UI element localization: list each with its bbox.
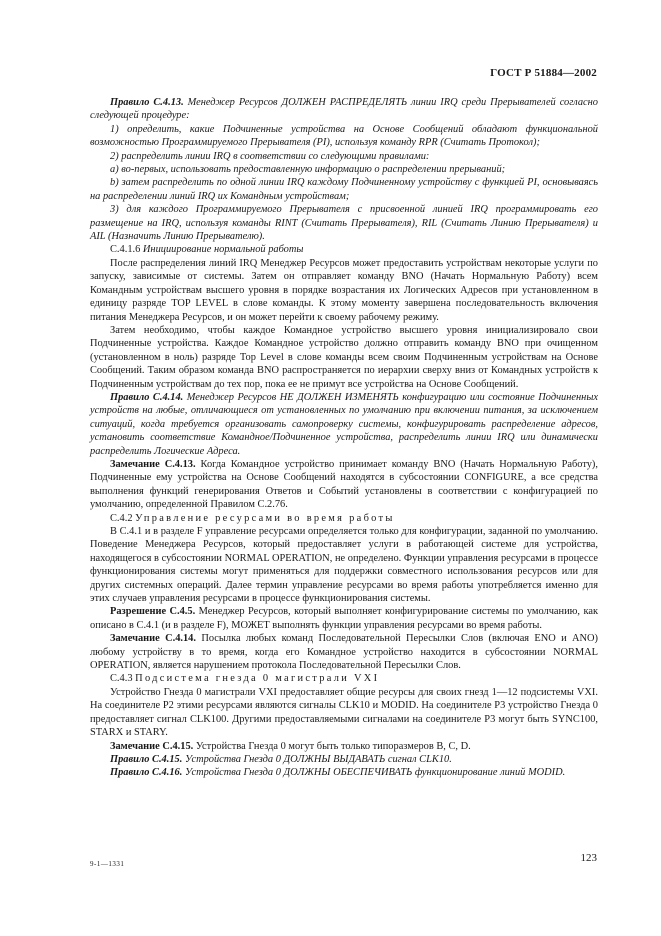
procedure-step-1: 1) определить, какие Подчиненные устройства на Основе Сообщений обладают функциональной возможностью Программируемого Прерывателя (PI), используя команду RPR (Считать Протокол); xyxy=(90,123,598,149)
paragraph-runtime-management: В С.4.1 и в разделе F управление ресурсами определяется только для конфигурации, заданной по умолчанию. Поведение Менеджера Ресурсов, который предоставляет услуги в работающей системе для устройства, находящегося в субсостоянии NORMAL OPERATION, не определено. Функции управления ресурсами в процессе функционирования системы могут применяться для поддержки совместного использования ресурсов или для других системных операций. Далее термин управление ресурсами во время работы употребляется именно для этих случаев управления ресурсами в процессе функционирования системы. xyxy=(90,526,598,605)
note-c-4-14 xyxy=(90,632,598,672)
paragraph-bno-hierarchy: Затем необходимо, чтобы каждое Командное устройство высшего уровня инициализировало свои Подчиненные устройства. Каждое Командное устройство должно отправить команду BNO при очищенном (установленном в ноль) разряде Top Level в слове команды всем своим Подчиненным устройствам на Основе Сообщений. Таким образом команда BNO распространяется по иерархии сверху вниз от Командных устройств к Подчиненным устройствам до тех пор, пока ее не примут все устройства на Основе Сообщений. xyxy=(90,324,598,390)
paragraph-slot0-resources: Устройство Гнезда 0 магистрали VXI предоставляет общие ресурсы для своих гнезд 1—12 подсистемы VXI. На соединителе Р2 этими ресурсами являются сигналы CLK10 и MODID. На соединителе Р3 устройство Гнезда 0 предоставляет сигнал CLK100. Другими предоставляемыми сигналами на соединителе Р3 могут быть SYNC100, STARX и STARY. xyxy=(90,686,598,739)
rule-c-4-15 xyxy=(90,753,598,766)
section-title: Управление ресурсами во время работы xyxy=(135,512,395,524)
rule-label: Правило С.4.13. xyxy=(110,97,184,108)
note-text: Посылка любых команд Последовательной Пересылки Слов (включая ENO и ANO) любому устройству в то время, когда его Командное устройство находится в субсостоянии NORMAL OPERATION, является нарушением протокола Последовательной Пересылки Слов. xyxy=(90,633,598,672)
note-c-4-13 xyxy=(90,458,598,512)
section-number: С.4.1.6 xyxy=(110,244,141,256)
procedure-step-2b: b) затем распределить по одной линии IRQ каждому Подчиненному устройству с функцией PI, основываясь на распределении линий IRQ их Командным устройствам; xyxy=(90,177,598,202)
rule-label: Правило С.4.15. xyxy=(110,753,183,765)
rule-text: Устройства Гнезда 0 ДОЛЖНЫ ОБЕСПЕЧИВАТЬ функционирование линий MODID. xyxy=(184,767,566,779)
section-number: С.4.3 xyxy=(110,673,133,685)
permission-c-4-5 xyxy=(90,605,598,632)
section-title: Подсистема гнезда 0 магистрали VXI xyxy=(135,673,380,685)
rule-text: Устройства Гнезда 0 ДОЛЖНЫ ВЫДАВАТЬ сигнал CLK10. xyxy=(184,753,452,765)
paragraph-bno-startup: После распределения линий IRQ Менеджер Ресурсов может предоставить устройствам некоторые услуги по запуску, зависимые от системы. Затем он отправляет команду BNO (Начать Нормальную Работу) всем Командным устройствам высшего уровня в порядке возрастания их Логических Адресов при установленном в единицу разряде TOP LEVEL в слове команды. К этому моменту завершена последовательность включения питания Менеджера Ресурсов, и он может перейти к своему рабочему режиму. xyxy=(90,257,598,323)
note-label: Замечание С.4.14. xyxy=(110,633,196,645)
section-c-4-1-6-heading xyxy=(90,243,598,256)
standard-header: ГОСТ Р 51884—2002 xyxy=(490,67,597,79)
permission-text: Менеджер Ресурсов, который выполняет конфигурирование системы по умолчанию, как описано в С.4.1 (и в разделе F), МОЖЕТ выполнять функции управления ресурсами во время работы. xyxy=(90,606,598,631)
rule-text: Менеджер Ресурсов НЕ ДОЛЖЕН ИЗМЕНЯТЬ конфигурацию или состояние Подчиненных устройств на любые, отличающиеся от установленных по умолчанию при включении питания, за исключением ситуаций, когда требуется организовать самопроверку системы, конфигурировать распределение адресов, установить соответствие Командное/Подчиненное устройства, распределить линии IRQ или динамически распределить Логические Адреса. xyxy=(90,391,598,457)
page-number: 123 xyxy=(580,852,597,864)
print-code: 9-1—1331 xyxy=(90,860,125,868)
note-label: Замечание С.4.13. xyxy=(110,458,196,470)
rule-label: Правило С.4.16. xyxy=(110,767,183,779)
note-c-4-15 xyxy=(90,740,598,753)
permission-label: Разрешение С.4.5. xyxy=(110,606,196,618)
rule-label: Правило С.4.14. xyxy=(110,391,184,403)
rule-c-4-13 xyxy=(90,96,598,123)
section-title: Инициирование нормальной работы xyxy=(142,244,304,256)
section-c-4-2-heading xyxy=(90,512,598,525)
section-number: С.4.2 xyxy=(110,512,133,524)
procedure-step-2: 2) распределить линии IRQ в соответствии со следующими правилами: xyxy=(110,150,430,162)
procedure-step-3: 3) для каждого Программируемого Прерывателя с присвоенной линией IRQ программировать его размещение на IRQ, используя команды RINT (Считать Прерывателя), RIL (Считать Линию Прерывателя) и AIL (Назначить Линию Прерывателю). xyxy=(90,204,598,243)
note-text: Когда Командное устройство принимает команду BNO (Начать Нормальную Работу), Подчиненные ему устройства на Основе Сообщений находятся в субсостоянии CONFIGURE, а все средства выполнения функций генерирования Ответов и Событий установлены в соответствии с конфигурацией по умолчанию, определенной Правилом С.2.76. xyxy=(90,458,598,511)
rule-c-4-16 xyxy=(90,766,598,779)
page-body xyxy=(90,96,598,780)
note-label: Замечание С.4.15. xyxy=(110,740,194,752)
procedure-step-2a: а) во-первых, использовать предоставленную информацию о распределении прерываний; xyxy=(110,164,506,176)
rule-c-4-14 xyxy=(90,391,598,458)
rule-text: Менеджер Ресурсов ДОЛЖЕН РАСПРЕДЕЛЯТЬ линии IRQ среди Прерывателей согласно следующей процедуре: xyxy=(90,97,598,122)
section-c-4-3-heading xyxy=(90,672,598,685)
note-text: Устройства Гнезда 0 могут быть только типоразмеров В, С, D. xyxy=(195,740,471,752)
